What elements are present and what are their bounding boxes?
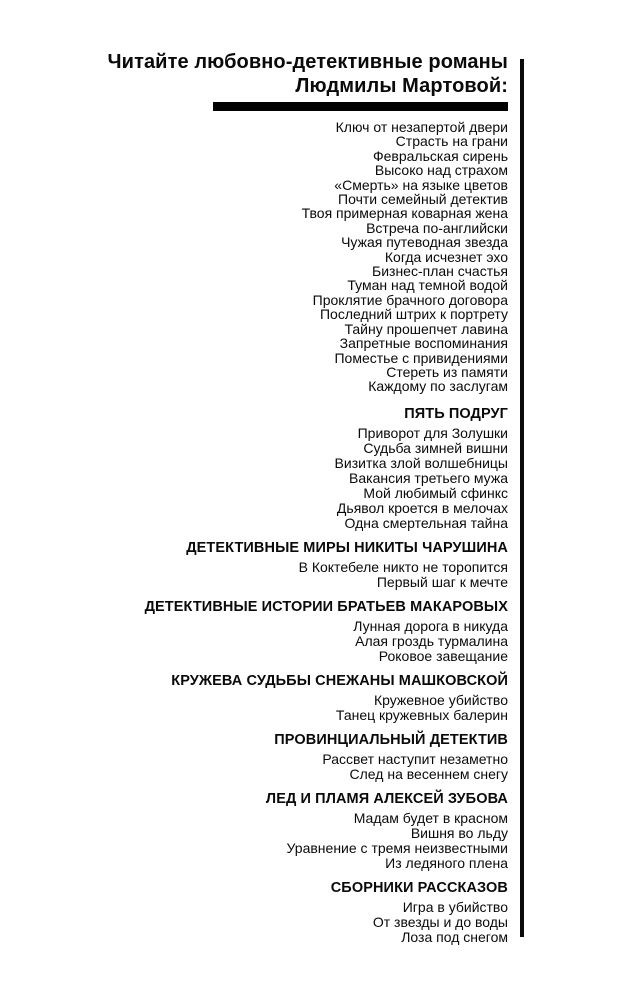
book-title: Игра в убийство: [402, 898, 508, 915]
series-section: [0, 733, 508, 782]
book-title: Лоза под снегом: [401, 928, 508, 945]
book-title: Мой любимый сфинкс: [363, 484, 508, 501]
series-title: ДЕТЕКТИВНЫЕ МИРЫ НИКИТЫ ЧАРУШИНА: [186, 539, 508, 556]
book-title: Алая гроздь турмалина: [355, 632, 508, 649]
book-title: Дьявол кроется в мелочах: [336, 499, 508, 516]
book-title: Визитка злой волшебницы: [334, 454, 508, 471]
series-section: [0, 674, 508, 723]
series-title: КРУЖЕВА СУДЬБЫ СНЕЖАНЫ МАШКОВСКОЙ: [171, 672, 508, 689]
book-title: Февральская сирень: [372, 147, 508, 164]
series-title: СБОРНИКИ РАССКАЗОВ: [330, 879, 508, 896]
book-title: Проклятие брачного договора: [312, 291, 508, 308]
series-section: [0, 541, 508, 590]
page-edge-rule: [520, 59, 524, 937]
book-title: Вишня во льду: [410, 824, 508, 841]
book-title: Танец кружевных балерин: [335, 706, 508, 723]
book-title: Кружевное убийство: [373, 691, 508, 708]
book-title: Приворот для Золушки: [357, 424, 508, 441]
book-title: Чужая путеводная звезда: [341, 234, 508, 251]
book-title: Почти семейный детектив: [338, 191, 508, 208]
book-title: Когда исчезнет эхо: [384, 248, 508, 265]
book-title: Лунная дорога в никуда: [353, 617, 508, 634]
book-title: Твоя примерная коварная жена: [301, 205, 508, 222]
content-column: [0, 50, 508, 945]
book-title: Туман над темной водой: [347, 277, 508, 294]
book-title: Одна смертельная тайна: [344, 514, 508, 531]
book-title: След на весеннем снегу: [349, 765, 508, 782]
series-title: ПЯТЬ ПОДРУГ: [404, 405, 508, 422]
series-title: ПРОВИНЦИАЛЬНЫЙ ДЕТЕКТИВ: [274, 731, 508, 748]
series-section: [0, 792, 508, 871]
series-section: [0, 600, 508, 664]
book-title: Каждому по заслугам: [368, 378, 508, 395]
book-title: Первый шаг к мечте: [376, 573, 508, 590]
series-title: ДЕТЕКТИВНЫЕ ИСТОРИИ БРАТЬЕВ МАКАРОВЫХ: [144, 598, 508, 615]
book-title: Бизнес-план счастья: [372, 263, 508, 280]
book-title: Встреча по-английски: [366, 219, 508, 236]
series-sections: [0, 407, 508, 945]
book-title: Судьба зимней вишни: [363, 439, 508, 456]
book-title: Страсть на грани: [395, 133, 508, 150]
book-title: Мадам будет в красном: [353, 809, 508, 826]
book-title: Ключ от незапертой двери: [335, 119, 508, 135]
series-title: ЛЕД И ПЛАМЯ АЛЕКСЕЙ ЗУБОВА: [265, 790, 508, 807]
page-title: [0, 50, 508, 98]
book-title: Из ледяного плена: [385, 854, 508, 871]
book-title: Стереть из памяти: [386, 363, 508, 380]
book-title: Поместье с привидениями: [334, 349, 508, 366]
book-title: Высоко над страхом: [374, 162, 508, 179]
page-title-line1: Читайте любовно-детективные романы: [107, 51, 508, 73]
book-title: Тайну прошепчет лавина: [344, 320, 508, 337]
book-title: Последний штрих к портрету: [319, 306, 508, 323]
book-title: Уравнение с тремя неизвестными: [286, 839, 508, 856]
book-title: Рассвет наступит незаметно: [322, 750, 508, 767]
book-title: Роковое завещание: [378, 647, 508, 664]
book-title: Вакансия третьего мужа: [349, 469, 508, 486]
book-title: В Коктебеле никто не торопится: [298, 558, 508, 575]
book-title: От звезды и до воды: [372, 913, 508, 930]
divider-bar: [213, 102, 508, 111]
book-title: Запретные воспоминания: [339, 335, 508, 352]
series-section: [0, 881, 508, 945]
book-title: «Смерть» на языке цветов: [334, 176, 508, 193]
main-book-list: [0, 120, 508, 394]
series-section: [0, 407, 508, 531]
page-title-line2: Людмилы Мартовой:: [295, 75, 508, 97]
